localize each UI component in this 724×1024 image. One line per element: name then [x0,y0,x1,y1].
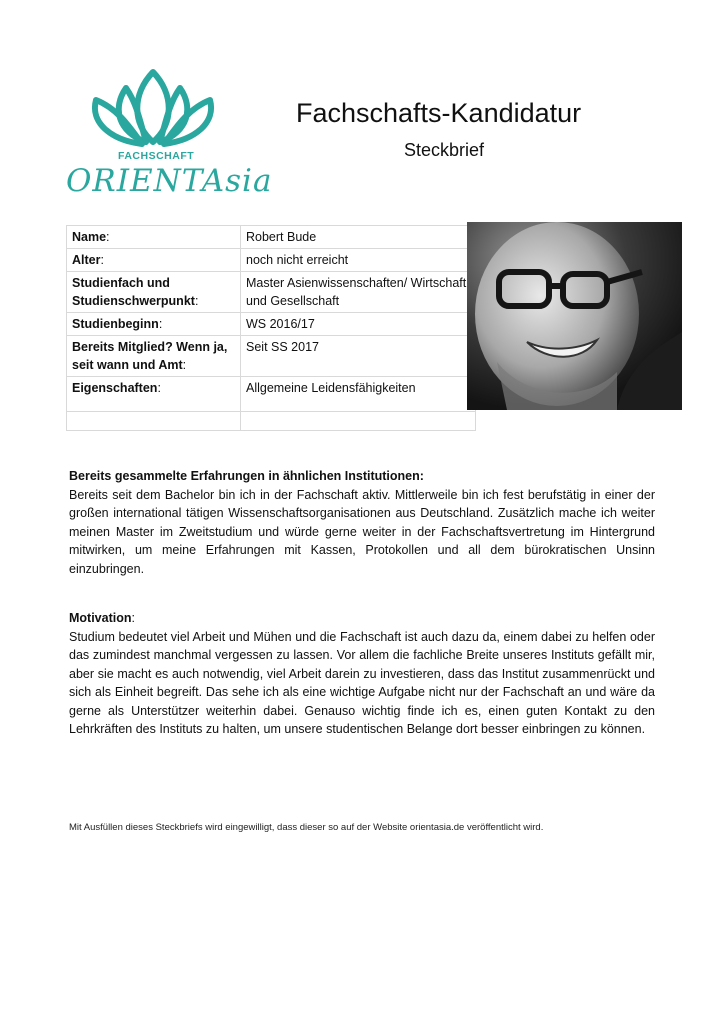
row-value: Master Asienwissenschaften/ Wirtschaft und Gesellschaft [241,272,476,313]
document-title: Fachschafts-Kandidatur [296,98,582,128]
fachschaft-logo [66,66,273,206]
candidate-photo [467,222,682,410]
logo-subtitle: FACHSCHAFT [118,150,195,162]
row-label: Bereits Mitglied? Wenn ja, seit wann und Amt: [67,336,241,377]
row-label: Studienfach und Studienschwerpunkt: [67,272,241,313]
table-row [67,226,476,249]
profile-table [66,225,476,431]
logo-wordmark: ORIENTAsia [66,163,273,199]
row-label: Alter: [67,249,241,272]
table-row-empty [67,412,476,431]
experience-heading: Bereits gesammelte Erfahrungen in ähnlichen Institutionen: [69,469,424,483]
table-row [67,313,476,336]
table-row [67,377,476,412]
row-value: Robert Bude [241,226,476,249]
row-value: Allgemeine Leidensfähigkeiten [241,377,476,412]
row-label: Studienbeginn: [67,313,241,336]
experience-text: Bereits seit dem Bachelor bin ich in der Fachschaft aktiv. Mittlerweile bin ich fest berufstätig in einer der großen international tätigen Wissenschaftsorganisationen aus Deutschland. Zusätzlich mache ich weiter meinen Master im Zweitstudium und würde gerne weiter in der Fachschaftsvertretung im Hintergrund mitwirken, um meine Erfahrungen mit Kassen, Protokollen und all dem bürokratischen Unsinn einzubringen. [69,488,655,576]
row-value: WS 2016/17 [241,313,476,336]
table-row [67,336,476,377]
row-value: Seit SS 2017 [241,336,476,377]
consent-note: Mit Ausfüllen dieses Steckbriefs wird eingewilligt, dass dieser so auf der Website orientasia.de veröffentlicht wird. [69,822,544,833]
motivation-heading: Motivation: [69,611,135,625]
row-label: Eigenschaften: [67,377,241,412]
row-value: noch nicht erreicht [241,249,476,272]
row-label: Name: [67,226,241,249]
document-subtitle: Steckbrief [404,140,485,160]
table-row [67,249,476,272]
motivation-text: Studium bedeutet viel Arbeit und Mühen und die Fachschaft ist auch dazu da, einem dabei zu helfen oder das zumindest manchmal vergessen zu lassen. Vor allem die fachliche Breite unseres Instituts gefällt mir, aber sie macht es auch notwendig, viel Arbeit darein zu investieren, dass das Institut zusammenrückt und sich als Einheit begreift. Das sehe ich als eine wichtige Aufgabe nicht nur der Fachschaft an und wäre da gerne als Unterstützer weiterhin dabei. Genauso wichtig finde ich es, einen guten Kontakt zu den Lehrkräften des Instituts zu halten, um unsere studentischen Belange dort besser einbringen zu können. [69,630,655,737]
table-row [67,272,476,313]
